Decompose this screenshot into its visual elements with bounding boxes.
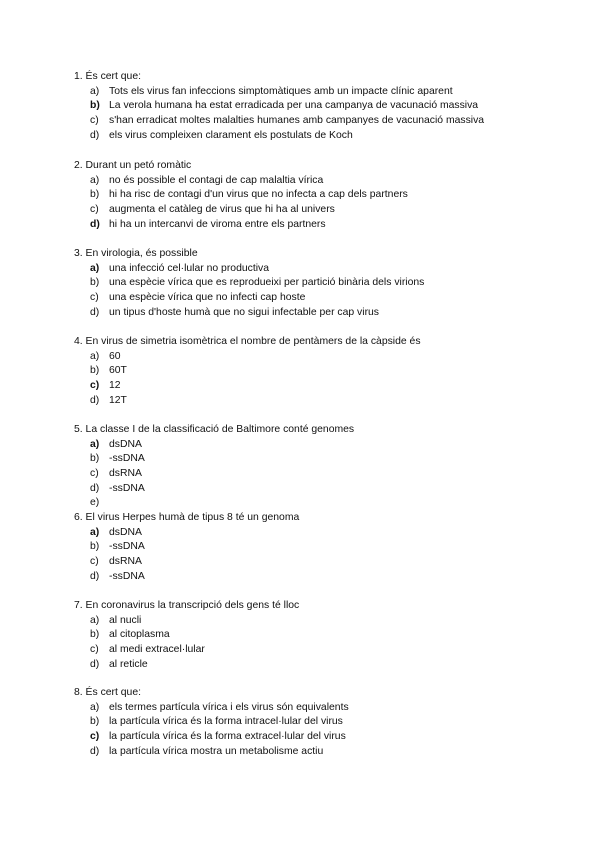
option-b [74,364,554,379]
option-c [74,643,554,658]
option-b [74,188,554,203]
option-text: la partícula vírica és la forma extracel·lular del virus [109,731,346,743]
option-text: una espècie vírica que no infecti cap hoste [109,292,306,304]
option-text: dsDNA [109,438,142,450]
option-b [74,628,554,643]
question-prompt: 8. És cert que: [74,687,141,698]
option-b [74,276,554,291]
option-text: -ssDNA [109,570,145,582]
option-a [74,262,554,277]
option-d [74,570,554,585]
question-5 [74,423,554,511]
option-letter: d) [90,394,100,406]
option-letter: b) [90,629,100,641]
option-text: 60T [109,365,127,377]
option-d [74,129,554,144]
option-text: dsDNA [109,526,142,538]
option-letter: a) [90,614,100,626]
option-letter: d) [90,129,100,141]
question-7 [74,599,554,672]
question-prompt: 6. El virus Herpes humà de tipus 8 té un genoma [74,512,300,523]
option-letter: a) [90,526,100,538]
option-letter: d) [90,306,100,318]
option-text: un tipus d'hoste humà que no sigui infectable per cap virus [109,306,379,318]
option-text: Tots els virus fan infeccions simptomàtiques amb un impacte clínic aparent [109,85,453,97]
question-prompt: 1. És cert que: [74,71,141,82]
option-d [74,306,554,321]
option-text: s'han erradicat moltes malalties humanes amb campanyes de vacunació massiva [109,115,485,127]
option-letter: a) [90,701,100,713]
option-letter: a) [90,174,100,186]
option-c [74,467,554,482]
option-letter: c) [90,556,99,568]
option-text: al reticle [109,658,148,670]
option-text: la partícula vírica és la forma intracel·lular del virus [109,716,343,728]
question-6 [74,511,554,584]
option-c [74,291,554,306]
option-text: els termes partícula vírica i els virus són equivalents [109,701,349,713]
option-letter: d) [90,745,100,757]
option-text: -ssDNA [109,453,145,465]
option-text: no és possible el contagi de cap malaltia vírica [109,174,324,186]
option-text: 60 [109,350,121,362]
option-b [74,540,554,555]
option-d [74,658,554,673]
option-letter: c) [90,380,100,392]
question-prompt: 4. En virus de simetria isomètrica el nombre de pentàmers de la càpside és [74,336,421,347]
question-2 [74,159,554,232]
question-4 [74,335,554,408]
option-d [74,394,554,409]
option-c [74,203,554,218]
option-letter: d) [90,570,100,582]
option-letter: b) [90,189,100,201]
option-letter: a) [90,350,100,362]
option-a [74,701,554,716]
question-prompt: 7. En coronavirus la transcripció dels gens té lloc [74,600,300,611]
option-letter: a) [90,438,100,450]
option-a [74,614,554,629]
option-letter: d) [90,218,100,230]
option-a [74,350,554,365]
option-text: una infecció cel·lular no productiva [109,262,269,274]
question-prompt: 5. La classe I de la classificació de Baltimore conté genomes [74,424,355,435]
question-3 [74,247,554,320]
option-text: augmenta el catàleg de virus que hi ha al univers [109,204,335,216]
option-text: 12 [109,380,121,392]
option-letter: a) [90,262,100,274]
option-letter: e) [90,497,100,509]
option-text: al citoplasma [109,629,170,641]
option-letter: a) [90,85,100,97]
option-text: dsRNA [109,468,142,480]
option-b [74,452,554,467]
option-letter: c) [90,292,99,304]
option-text: -ssDNA [109,541,145,553]
option-letter: b) [90,365,100,377]
question-prompt: 3. En virologia, és possible [74,248,198,259]
option-letter: c) [90,731,100,743]
option-e [74,496,554,511]
option-a [74,526,554,541]
question-1 [74,70,554,143]
option-letter: b) [90,453,100,465]
question-prompt: 2. Durant un petó romàtic [74,160,192,171]
option-d [74,745,554,760]
option-text: al medi extracel·lular [109,644,205,656]
option-text: al nucli [109,614,142,626]
option-letter: b) [90,277,100,289]
option-letter: d) [90,482,100,494]
option-d [74,482,554,497]
option-letter: c) [90,115,99,127]
option-letter: b) [90,541,100,553]
option-text: -ssDNA [109,482,145,494]
option-letter: b) [90,716,100,728]
option-text: els virus compleixen clarament els postulats de Koch [109,129,353,141]
option-text: dsRNA [109,556,142,568]
option-letter: b) [90,100,100,112]
option-text: la partícula vírica mostra un metabolisme actiu [109,745,324,757]
option-text: hi ha un intercanvi de viroma entre els partners [109,218,326,230]
option-text: hi ha risc de contagi d'un virus que no infecta a cap dels partners [109,189,408,201]
option-c [74,730,554,745]
option-letter: c) [90,468,99,480]
option-c [74,114,554,129]
option-letter: d) [90,658,100,670]
option-letter: c) [90,204,99,216]
option-a [74,85,554,100]
option-c [74,555,554,570]
option-b [74,99,554,114]
option-a [74,438,554,453]
option-text: 12T [109,394,127,406]
option-letter: c) [90,644,99,656]
option-a [74,174,554,189]
option-b [74,715,554,730]
option-c [74,379,554,394]
option-d [74,218,554,233]
option-text: La verola humana ha estat erradicada per una campanya de vacunació massiva [109,100,479,112]
question-8 [74,686,554,759]
option-text: una espècie vírica que es reprodueixi per partició binària dels virions [109,277,425,289]
